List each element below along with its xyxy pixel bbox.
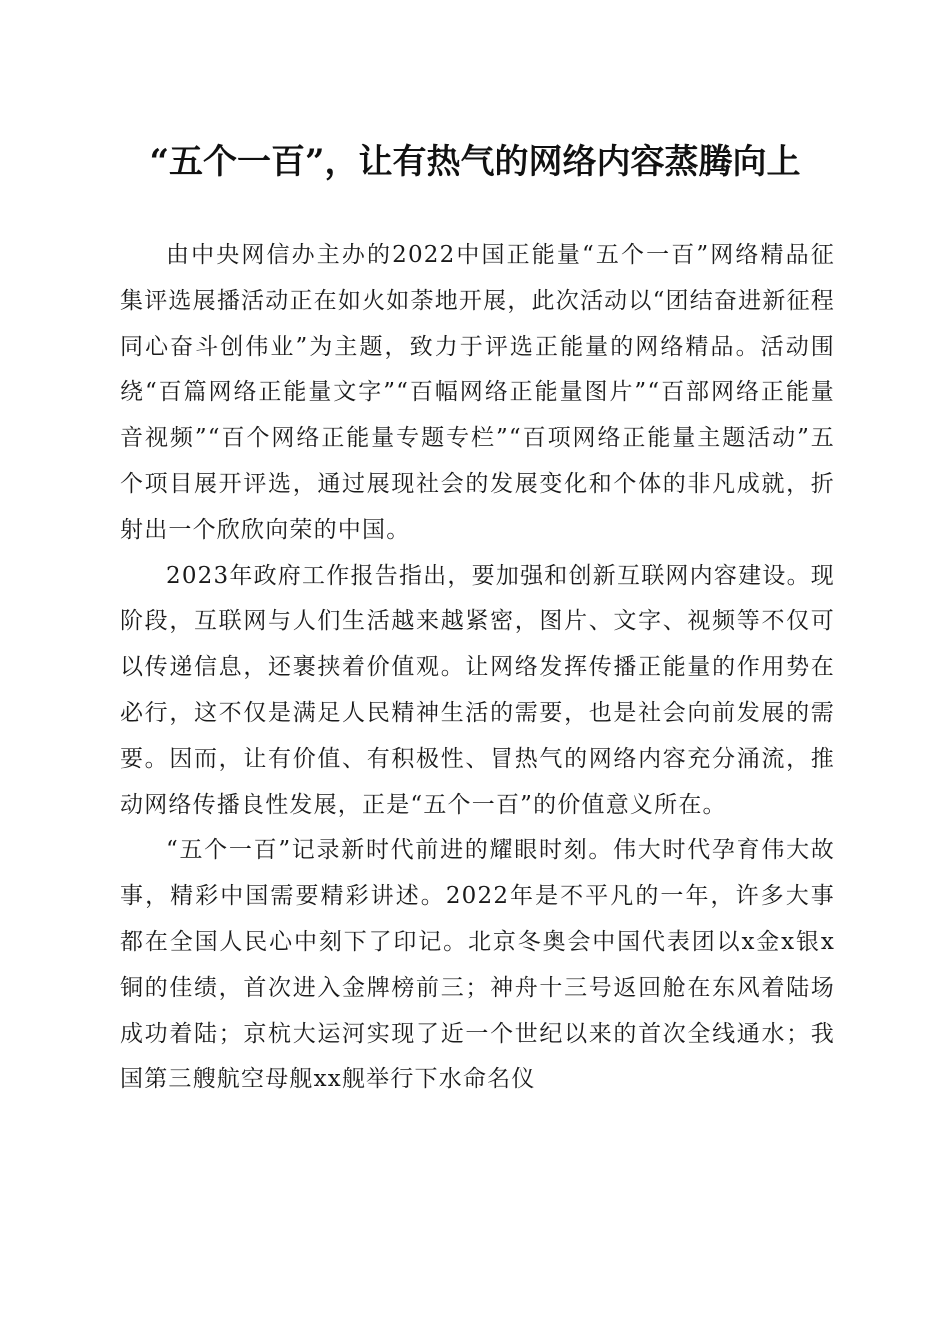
document-title: “五个一百”，让有热气的网络内容蒸腾向上 [149,142,801,182]
paragraph-3: “五个一百”记录新时代前进的耀眼时刻。伟大时代孕育伟大故事，精彩中国需要精彩讲述。2022年是不平凡的一年，许多大事都在全国人民心中刻下了印记。北京冬奥会中国代表团以x金x银x铜的佳绩，首次进入金牌榜前三；神舟十三号返回舱在东风着陆场成功着陆；京杭大运河实现了近一个世纪以来的首次全线通水；我国第三艘航空母舰xx舰举行下水命名仪 [120,837,835,1093]
paragraph-1: 由中央网信办主办的2022中国正能量“五个一百”网络精品征集评选展播活动正在如火如荼地开展，此次活动以“团结奋进新征程同心奋斗创伟业”为主题，致力于评选正能量的网络精品。活动围绕“百篇网络正能量文字”“百幅网络正能量图片”“百部网络正能量音视频”“百个网络正能量专题专栏”“百项网络正能量主题活动”五个项目展开评选，通过展现社会的发展变化和个体的非凡成就，折射出一个欣欣向荣的中国。 [120,242,835,543]
document-body [120,233,835,1103]
paragraph-2: 2023年政府工作报告指出，要加强和创新互联网内容建设。现阶段，互联网与人们生活越来越紧密，图片、文字、视频等不仅可以传递信息，还裹挟着价值观。让网络发挥传播正能量的作用势在必行，这不仅是满足人民精神生活的需要，也是社会向前发展的需要。因而，让有价值、有积极性、冒热气的网络内容充分涌流，推动网络传播良性发展，正是“五个一百”的价值意义所在。 [120,562,835,818]
